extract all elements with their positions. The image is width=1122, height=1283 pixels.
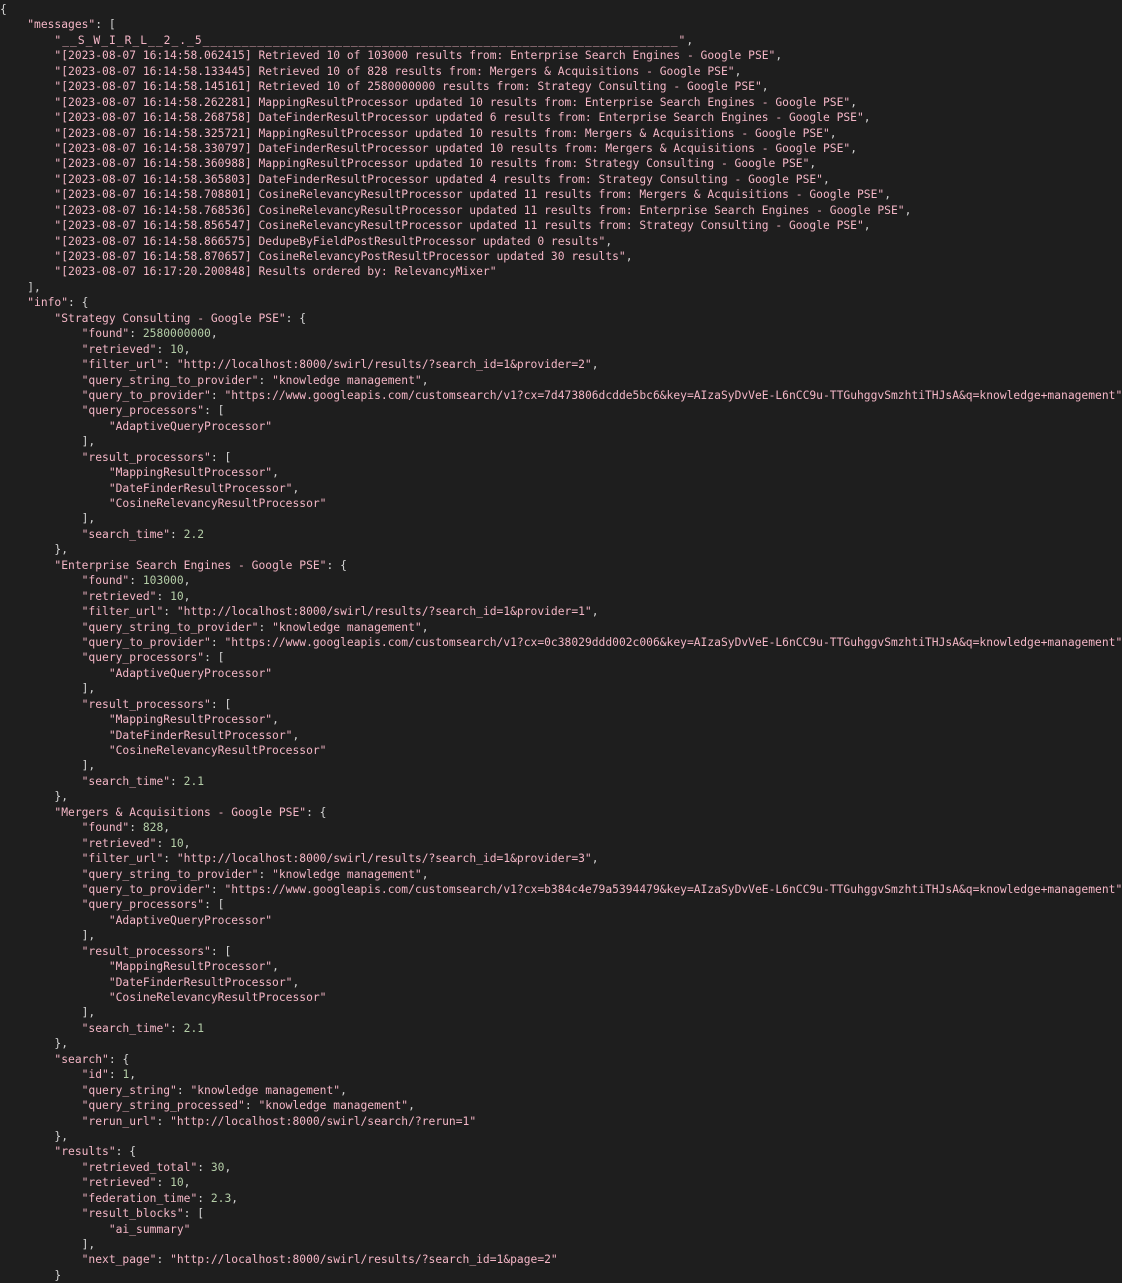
json-line: "info": { bbox=[27, 296, 89, 310]
result-processor: "MappingResultProcessor" bbox=[108, 713, 273, 727]
provider-name: "Enterprise Search Engines - Google PSE" bbox=[54, 558, 327, 572]
json-key: "query_string" bbox=[81, 1083, 177, 1097]
json-line: "search_time": 2.1 bbox=[81, 774, 205, 788]
result-processor: "CosineRelevancyResultProcessor" bbox=[108, 991, 327, 1004]
json-key: "query_processors" bbox=[81, 404, 205, 418]
json-key: "result_blocks" bbox=[81, 1207, 184, 1221]
json-line: "query_string_to_provider": "knowledge management", bbox=[81, 373, 429, 387]
json-line bbox=[0, 419, 1025, 434]
search-query-string: "knowledge management" bbox=[190, 1083, 341, 1097]
json-line: ], bbox=[0, 759, 96, 773]
json-key: "found" bbox=[81, 574, 130, 588]
message-item: "[2023-08-07 16:14:58.262281] MappingResultProcessor updated 10 results from: Enterprise Search Engines - Google PSE" bbox=[54, 95, 851, 109]
json-line: "query_processors": [ bbox=[81, 898, 225, 912]
json-line: "[2023-08-07 16:14:58.360988] MappingResultProcessor updated 10 results from: Strategy Consulting - Google PSE", bbox=[54, 157, 817, 171]
query-processor: "AdaptiveQueryProcessor" bbox=[108, 419, 273, 433]
json-line: "Strategy Consulting - Google PSE": { bbox=[54, 311, 307, 325]
json-key: "retrieved" bbox=[81, 342, 157, 356]
json-line: "[2023-08-07 16:14:58.330797] DateFinderResultProcessor updated 10 results from: Mergers & Acquisitions - Google PSE", bbox=[54, 141, 857, 155]
json-line: "MappingResultProcessor", bbox=[108, 960, 279, 974]
json-line bbox=[0, 1222, 1025, 1237]
json-key: "query_string_processed" bbox=[81, 1099, 245, 1113]
json-line: ], bbox=[0, 512, 96, 526]
results-next-page: "http://localhost:8000/swirl/results/?search_id=1&page=2" bbox=[170, 1253, 558, 1267]
json-line: ], bbox=[0, 1238, 96, 1251]
json-line: "query_string_to_provider": "knowledge management", bbox=[81, 867, 429, 881]
provider-query-string: "knowledge management" bbox=[272, 373, 422, 387]
json-key: "retrieved" bbox=[81, 836, 157, 850]
provider-query-string: "knowledge management" bbox=[272, 867, 422, 881]
search-query-processed: "knowledge management" bbox=[258, 1099, 409, 1113]
json-line: "DateFinderResultProcessor", bbox=[108, 728, 300, 742]
result-processor: "CosineRelevancyResultProcessor" bbox=[108, 497, 327, 510]
json-line: "query_processors": [ bbox=[81, 651, 225, 665]
json-line: "filter_url": "http://localhost:8000/swirl/results/?search_id=1&provider=1", bbox=[81, 605, 599, 619]
json-line bbox=[0, 990, 1025, 1005]
result-block: "ai_summary" bbox=[108, 1222, 191, 1236]
message-item: "[2023-08-07 16:14:58.870657] CosineRelevancyPostResultProcessor updated 30 results" bbox=[54, 250, 626, 263]
json-line: } bbox=[0, 1268, 62, 1282]
json-line: "Enterprise Search Engines - Google PSE": { bbox=[54, 558, 347, 572]
json-key: "filter_url" bbox=[81, 605, 164, 619]
message-item: "[2023-08-07 16:14:58.768536] CosineRelevancyResultProcessor updated 11 results from: Enterprise Search Engines - Google PSE" bbox=[54, 203, 905, 217]
json-key: "query_string_to_provider" bbox=[81, 620, 259, 634]
json-line: "[2023-08-07 16:14:58.325721] MappingResultProcessor updated 10 results from: Mergers & Acquisitions - Google PSE", bbox=[54, 126, 837, 140]
provider-search-time: 2.1 bbox=[183, 774, 205, 788]
json-key: "next_page" bbox=[81, 1253, 157, 1267]
provider-retrieved: 10 bbox=[170, 836, 184, 850]
json-line: "[2023-08-07 16:14:58.866575] DedupeByFieldPostResultProcessor updated 0 results", bbox=[54, 234, 613, 248]
results-retrieved-total: 30 bbox=[210, 1160, 225, 1174]
json-key: "id" bbox=[81, 1068, 109, 1082]
result-processor: "MappingResultProcessor" bbox=[108, 960, 273, 974]
json-line: "federation_time": 2.3, bbox=[81, 1191, 239, 1205]
results-retrieved: 10 bbox=[170, 1176, 184, 1190]
message-item: "[2023-08-07 16:14:58.360988] MappingResultProcessor updated 10 results from: Strategy Consulting - Google PSE" bbox=[54, 157, 810, 171]
json-line: "[2023-08-07 16:14:58.708801] CosineRelevancyResultProcessor updated 11 results from: Mergers & Acquisitions - Google PSE", bbox=[54, 188, 891, 202]
json-line: "query_string_to_provider": "knowledge management", bbox=[81, 620, 429, 634]
message-item: "[2023-08-07 16:14:58.062415] Retrieved 10 of 103000 results from: Enterprise Search Engines - Google PSE" bbox=[54, 49, 776, 63]
message-item: "[2023-08-07 16:14:58.325721] MappingResultProcessor updated 10 results from: Mergers & Acquisitions - Google PSE" bbox=[54, 126, 830, 140]
json-line: "result_blocks": [ bbox=[81, 1207, 205, 1221]
message-item: "[2023-08-07 16:17:20.200848] Results ordered by: RelevancyMixer" bbox=[54, 265, 497, 279]
query-processor: "AdaptiveQueryProcessor" bbox=[108, 913, 273, 927]
message-item: "[2023-08-07 16:14:58.365803] DateFinderResultProcessor updated 4 results from: Strategy Consulting - Google PSE" bbox=[54, 172, 823, 186]
json-line: "found": 103000, bbox=[81, 574, 191, 588]
json-key: "retrieved" bbox=[81, 589, 157, 603]
json-line bbox=[0, 913, 1025, 928]
json-line: "search_time": 2.2 bbox=[81, 527, 205, 541]
message-item: "[2023-08-07 16:14:58.145161] Retrieved 10 of 2580000000 results from: Strategy Consulting - Google PSE" bbox=[54, 80, 762, 94]
json-line: "[2023-08-07 16:14:58.365803] DateFinderResultProcessor updated 4 results from: Strategy Consulting - Google PSE", bbox=[54, 172, 830, 186]
json-key: "query_processors" bbox=[81, 898, 205, 912]
json-line: "[2023-08-07 16:14:58.268758] DateFinderResultProcessor updated 6 results from: Enterprise Search Engines - Google PSE", bbox=[54, 111, 871, 125]
json-line: "found": 828, bbox=[81, 821, 171, 835]
json-line: ], bbox=[0, 682, 96, 696]
json-line: "query_processors": [ bbox=[81, 404, 225, 418]
json-line: "[2023-08-07 16:14:58.870657] CosineRelevancyPostResultProcessor updated 30 results", bbox=[54, 250, 633, 263]
json-key: "query_string_to_provider" bbox=[81, 867, 259, 881]
json-key: "query_to_provider" bbox=[81, 882, 211, 896]
result-processor: "DateFinderResultProcessor" bbox=[108, 728, 293, 742]
json-line: "[2023-08-07 16:14:58.768536] CosineRelevancyResultProcessor updated 11 results from: Enterprise Search Engines - Google PSE", bbox=[54, 203, 912, 217]
provider-query-url: "https://www.googleapis.com/customsearch/v1?cx=0c38029ddd002c006&key=AIzaSyDvVeE-L6nCC9u-TTGuhggvSmzhtiTHJsA&q=knowledge+management" bbox=[224, 635, 1122, 649]
provider-found: 828 bbox=[142, 821, 164, 835]
json-line: "id": 1, bbox=[81, 1068, 137, 1082]
json-line: "[2023-08-07 16:14:58.262281] MappingResultProcessor updated 10 results from: Enterprise Search Engines - Google PSE", bbox=[54, 95, 857, 109]
json-line: "results": { bbox=[54, 1145, 137, 1159]
json-line bbox=[0, 496, 1025, 511]
json-line: "result_processors": [ bbox=[81, 450, 232, 464]
json-line: "__S_W_I_R_L__2_._5_____________________________________________________________", bbox=[54, 33, 694, 47]
json-line: "MappingResultProcessor", bbox=[108, 713, 279, 727]
json-key: "query_to_provider" bbox=[81, 635, 211, 649]
result-processor: "DateFinderResultProcessor" bbox=[108, 481, 293, 495]
json-key: "search_time" bbox=[81, 1021, 171, 1035]
result-processor: "CosineRelevancyResultProcessor" bbox=[108, 744, 327, 757]
provider-search-time: 2.1 bbox=[183, 1021, 205, 1035]
json-line: "messages": [ bbox=[27, 18, 116, 32]
search-rerun-url: "http://localhost:8000/swirl/search/?rerun=1" bbox=[170, 1114, 477, 1128]
json-key-info: "info" bbox=[27, 296, 69, 310]
json-line: "query_to_provider": "https://www.googleapis.com/customsearch/v1?cx=b384c4e79a5394479&key=AIzaSyDvVeE-L6nCC9u-TTGuhggvSmzhtiTHJsA&q=knowledge+management" bbox=[81, 882, 1122, 896]
json-line: "[2023-08-07 16:14:58.856547] CosineRelevancyResultProcessor updated 11 results from: Strategy Consulting - Google PSE", bbox=[54, 219, 871, 233]
json-line: "query_to_provider": "https://www.googleapis.com/customsearch/v1?cx=7d473806dcdde5bc6&key=AIzaSyDvVeE-L6nCC9u-TTGuhggvSmzhtiTHJsA&q=knowledge+management" bbox=[81, 388, 1122, 402]
json-line: "found": 2580000000, bbox=[81, 327, 218, 341]
message-item: "[2023-08-07 16:14:58.268758] DateFinderResultProcessor updated 6 results from: Enterprise Search Engines - Google PSE" bbox=[54, 111, 864, 125]
result-processor: "DateFinderResultProcessor" bbox=[108, 975, 293, 989]
message-item: "[2023-08-07 16:14:58.133445] Retrieved 10 of 828 results from: Mergers & Acquisitions - Google PSE" bbox=[54, 64, 735, 78]
provider-query-url: "https://www.googleapis.com/customsearch/v1?cx=7d473806dcdde5bc6&key=AIzaSyDvVeE-L6nCC9u-TTGuhggvSmzhtiTHJsA&q=knowledge+management" bbox=[224, 388, 1122, 402]
json-line: "filter_url": "http://localhost:8000/swirl/results/?search_id=1&provider=2", bbox=[81, 358, 599, 372]
json-line: ], bbox=[0, 280, 41, 294]
json-line: "next_page": "http://localhost:8000/swirl/results/?search_id=1&page=2" bbox=[81, 1253, 558, 1267]
json-line: ], bbox=[0, 1006, 96, 1020]
message-item: "[2023-08-07 16:14:58.330797] DateFinderResultProcessor updated 10 results from: Mergers & Acquisitions - Google PSE" bbox=[54, 141, 851, 155]
json-key: "result_processors" bbox=[81, 697, 211, 711]
json-key: "query_processors" bbox=[81, 651, 205, 665]
json-line: "MappingResultProcessor", bbox=[108, 466, 279, 480]
message-item: "[2023-08-07 16:14:58.708801] CosineRelevancyResultProcessor updated 11 results from: Mergers & Acquisitions - Google PSE" bbox=[54, 188, 885, 202]
json-line: "query_string": "knowledge management", bbox=[81, 1083, 347, 1097]
json-key: "search_time" bbox=[81, 527, 171, 541]
json-key: "filter_url" bbox=[81, 852, 164, 866]
result-processor: "MappingResultProcessor" bbox=[108, 466, 273, 480]
json-key-results: "results" bbox=[54, 1145, 116, 1159]
json-line: "retrieved": 10, bbox=[81, 342, 191, 356]
json-key: "found" bbox=[81, 821, 130, 835]
json-key: "retrieved" bbox=[81, 1176, 157, 1190]
json-line: { bbox=[0, 3, 7, 16]
json-line: }, bbox=[0, 790, 69, 804]
provider-filter-url: "http://localhost:8000/swirl/results/?search_id=1&provider=2" bbox=[176, 358, 592, 372]
json-line bbox=[0, 666, 1025, 681]
provider-retrieved: 10 bbox=[170, 342, 184, 356]
message-item: "[2023-08-07 16:14:58.856547] CosineRelevancyResultProcessor updated 11 results from: Strategy Consulting - Google PSE" bbox=[54, 219, 864, 233]
json-line: "retrieved": 10, bbox=[81, 1176, 191, 1190]
json-line: }, bbox=[0, 543, 69, 557]
json-key: "retrieved_total" bbox=[81, 1160, 198, 1174]
provider-filter-url: "http://localhost:8000/swirl/results/?search_id=1&provider=1" bbox=[176, 605, 592, 619]
json-line: "[2023-08-07 16:14:58.062415] Retrieved 10 of 103000 results from: Enterprise Search Engines - Google PSE", bbox=[54, 49, 783, 63]
json-line: "retrieved_total": 30, bbox=[81, 1160, 232, 1174]
query-processor: "AdaptiveQueryProcessor" bbox=[108, 666, 273, 680]
json-line: "search": { bbox=[54, 1052, 130, 1066]
json-key: "query_string_to_provider" bbox=[81, 373, 259, 387]
json-line: "retrieved": 10, bbox=[81, 836, 191, 850]
message-item: "__S_W_I_R_L__2_._5_____________________________________________________________" bbox=[54, 33, 687, 47]
json-line: "retrieved": 10, bbox=[81, 589, 191, 603]
provider-retrieved: 10 bbox=[170, 589, 184, 603]
provider-query-string: "knowledge management" bbox=[272, 620, 422, 634]
json-line: "filter_url": "http://localhost:8000/swirl/results/?search_id=1&provider=3", bbox=[81, 852, 599, 866]
search-id: 1 bbox=[122, 1068, 130, 1082]
json-line: "query_string_processed": "knowledge management", bbox=[81, 1099, 415, 1113]
json-key: "rerun_url" bbox=[81, 1114, 157, 1128]
json-key: "result_processors" bbox=[81, 944, 211, 958]
provider-name: "Mergers & Acquisitions - Google PSE" bbox=[54, 805, 307, 819]
json-key: "found" bbox=[81, 327, 130, 341]
json-key: "federation_time" bbox=[81, 1191, 198, 1205]
json-line: "DateFinderResultProcessor", bbox=[108, 481, 300, 495]
provider-filter-url: "http://localhost:8000/swirl/results/?search_id=1&provider=3" bbox=[176, 852, 592, 866]
json-line: "[2023-08-07 16:14:58.133445] Retrieved 10 of 828 results from: Mergers & Acquisitions - Google PSE", bbox=[54, 64, 742, 78]
json-line: "DateFinderResultProcessor", bbox=[108, 975, 300, 989]
json-line: ], bbox=[0, 435, 96, 449]
json-line: }, bbox=[0, 1037, 69, 1051]
json-line: "result_processors": [ bbox=[81, 697, 232, 711]
json-key-search: "search" bbox=[54, 1052, 109, 1066]
json-key-messages: "messages" bbox=[27, 18, 96, 32]
json-key: "search_time" bbox=[81, 774, 171, 788]
json-line: "search_time": 2.1 bbox=[81, 1021, 205, 1035]
provider-found: 2580000000 bbox=[142, 327, 211, 341]
json-line: "Mergers & Acquisitions - Google PSE": { bbox=[54, 805, 327, 819]
json-line: }, bbox=[0, 1129, 69, 1143]
json-line: "result_processors": [ bbox=[81, 944, 232, 958]
json-line: "[2023-08-07 16:14:58.145161] Retrieved 10 of 2580000000 results from: Strategy Consulting - Google PSE", bbox=[54, 80, 769, 94]
json-line: ], bbox=[0, 929, 96, 943]
json-line: "query_to_provider": "https://www.googleapis.com/customsearch/v1?cx=0c38029ddd002c006&key=AIzaSyDvVeE-L6nCC9u-TTGuhggvSmzhtiTHJsA&q=knowledge+management" bbox=[81, 635, 1122, 649]
json-key: "query_to_provider" bbox=[81, 388, 211, 402]
results-federation-time: 2.3 bbox=[210, 1191, 232, 1205]
json-key: "result_processors" bbox=[81, 450, 211, 464]
json-line bbox=[0, 264, 1025, 279]
message-item: "[2023-08-07 16:14:58.866575] DedupeByFieldPostResultProcessor updated 0 results" bbox=[54, 234, 606, 248]
provider-query-url: "https://www.googleapis.com/customsearch/v1?cx=b384c4e79a5394479&key=AIzaSyDvVeE-L6nCC9u-TTGuhggvSmzhtiTHJsA&q=knowledge+management" bbox=[224, 882, 1122, 896]
json-line bbox=[0, 743, 1025, 758]
provider-name: "Strategy Consulting - Google PSE" bbox=[54, 311, 286, 325]
json-key: "filter_url" bbox=[81, 358, 164, 372]
provider-found: 103000 bbox=[142, 574, 184, 588]
json-line: "rerun_url": "http://localhost:8000/swirl/search/?rerun=1" bbox=[81, 1114, 477, 1128]
provider-search-time: 2.2 bbox=[183, 527, 205, 541]
